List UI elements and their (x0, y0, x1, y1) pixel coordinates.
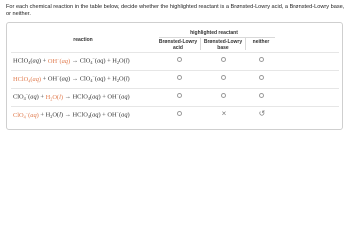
row-divider (11, 70, 339, 71)
row-1-acid-radio[interactable] (177, 57, 182, 62)
reaction-equation-1: HClO$_4$(aq) + $OH^-(aq) \to ClO_4^-(aq) + H_2O(l)$ (13, 56, 130, 65)
row-2-base-radio[interactable] (221, 75, 226, 80)
row-4-acid-radio[interactable] (177, 111, 182, 116)
reaction-equation-4: $ClO_4^-(aq) + H_2O(l)$ → HClO$_4$(aq) + OH−(aq) (13, 110, 130, 119)
row-divider (11, 106, 339, 107)
row-3-acid-radio[interactable] (177, 93, 182, 98)
reaction-column-header: reaction (73, 37, 93, 43)
acid-column-header: Brønsted-Lowry acid (158, 39, 198, 51)
row-1-neither-radio[interactable] (259, 57, 264, 62)
row-divider (11, 52, 339, 53)
row-1-base-radio[interactable] (221, 57, 226, 62)
row-divider (11, 88, 339, 89)
row-3-base-radio[interactable] (221, 93, 226, 98)
neither-column-header: neither (252, 39, 270, 45)
row-2-neither-radio[interactable] (259, 75, 264, 80)
row-2-acid-radio[interactable] (177, 75, 182, 80)
reaction-equation-3: $ClO_4^-(aq) + H_2O(l)$ → HClO$_4$(aq) + OH−(aq) (13, 92, 130, 101)
clear-icon[interactable]: × (221, 109, 227, 118)
base-column-header: Brønsted-Lowry base (203, 39, 243, 51)
row-3-neither-radio[interactable] (259, 93, 264, 98)
column-separator (245, 38, 246, 50)
undo-icon[interactable]: ↺ (258, 109, 266, 118)
instruction-text: For each chemical reaction in the table below, decide whether the highlighted reactant is a Brønsted-Lowry acid, a Brønsted-Lowry base, or neither. (6, 4, 345, 17)
reaction-equation-2: HClO$_4$(aq) + $OH^-(aq) \to ClO_4^-(aq) + H_2O(l)$ (13, 74, 130, 83)
column-separator (200, 38, 201, 50)
highlighted-reactant-header: highlighted reactant (190, 30, 238, 36)
reaction-table-panel (6, 22, 343, 130)
header-divider (159, 37, 275, 38)
